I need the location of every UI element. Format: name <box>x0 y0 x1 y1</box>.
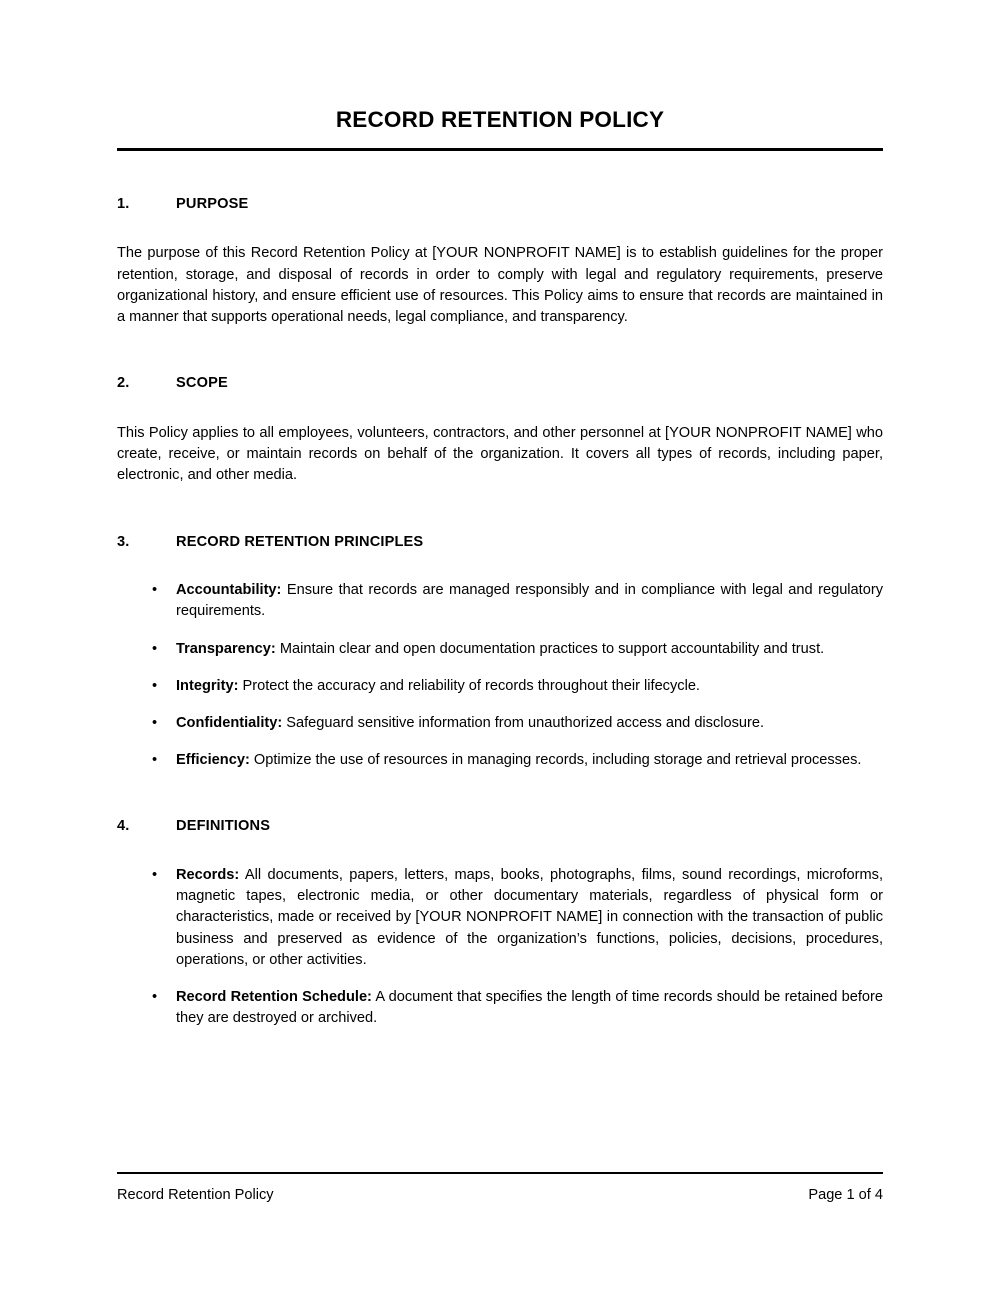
list-item-term: Transparency: <box>176 640 276 657</box>
section-number: 3. <box>117 533 130 550</box>
section-heading-record-retention-principles <box>117 533 883 552</box>
bullet-icon: • <box>152 677 158 694</box>
page-title: RECORD RETENTION POLICY <box>335 107 665 132</box>
section-paragraph: This Policy applies to all employees, volunteers, contractors, and other personnel at [YOUR NONPROFIT NAME] who create, receive, or maintain records on behalf of the organization. It covers all types of records, including paper, electronic, and other media. <box>117 424 883 484</box>
section-definitions <box>117 817 883 1029</box>
footer-divider <box>117 1172 883 1174</box>
bullet-icon: • <box>152 867 158 884</box>
section-purpose <box>117 195 883 328</box>
footer-page-number: Page 1 of 4 <box>808 1187 883 1203</box>
section-scope <box>117 374 883 486</box>
list-item <box>117 639 883 660</box>
list-item <box>117 987 883 1029</box>
list-item <box>117 676 883 697</box>
list-item-term: Confidentiality: <box>176 715 283 731</box>
section-number: 4. <box>117 818 130 835</box>
section-label: PURPOSE <box>176 195 249 212</box>
list-item-text: All documents, papers, letters, maps, books, photographs, films, sound recordings, microforms, magnetic tapes, electronic media, or other documentary materials, regardless of physical form or characteristics, made or received by [YOUR NONPROFIT NAME] in connection with the transaction of public business and preserved as evidence of the organization’s functions, policies, decisions, procedures, operations, or other activities. <box>176 867 883 968</box>
definitions-list <box>117 865 883 1029</box>
list-item <box>117 580 883 622</box>
bullet-icon: • <box>152 582 158 599</box>
section-label: DEFINITIONS <box>176 818 271 835</box>
bullet-icon: • <box>152 752 158 769</box>
list-item-text: Ensure that records are managed responsibly and in compliance with legal and regulatory requirements. <box>176 582 883 620</box>
document-content <box>117 0 883 1030</box>
section-number: 1. <box>117 195 130 212</box>
principles-list <box>117 580 883 771</box>
list-item-text: A document that specifies the length of time records should be retained before they are destroyed or archived. <box>176 989 883 1027</box>
list-item-term: Integrity: <box>176 677 239 694</box>
list-item <box>117 713 883 734</box>
list-item <box>117 750 883 771</box>
list-item-text: Maintain clear and open documentation practices to support accountability and trust. <box>275 640 825 657</box>
page-footer <box>117 1172 883 1205</box>
list-item-term: Records: <box>176 867 240 884</box>
section-heading-scope <box>117 374 883 393</box>
list-item-text: Safeguard sensitive information from unauthorized access and disclosure. <box>282 715 765 731</box>
list-item-term: Record Retention Schedule: <box>176 989 372 1006</box>
list-item-term: Efficiency: <box>176 752 250 769</box>
section-paragraph: The purpose of this Record Retention Policy at [YOUR NONPROFIT NAME] is to establish guidelines for the proper retention, storage, and disposal of records in order to comply with legal and regulatory requirements, preserve organizational history, and ensure efficient use of resources. This Policy aims to ensure that records are maintained in a manner that supports operational needs, legal compliance, and transparency. <box>117 245 883 326</box>
section-heading-purpose <box>117 195 883 214</box>
list-item-text: Protect the accuracy and reliability of records throughout their lifecycle. <box>238 677 700 694</box>
footer-document-name: Record Retention Policy <box>117 1187 274 1203</box>
list-item <box>117 865 883 971</box>
section-heading-definitions <box>117 817 883 836</box>
section-label: RECORD RETENTION PRINCIPLES <box>176 533 424 550</box>
title-divider <box>117 148 883 151</box>
section-record-retention-principles <box>117 533 883 772</box>
footer-row <box>117 1187 883 1205</box>
bullet-icon: • <box>152 640 158 657</box>
bullet-icon: • <box>152 715 158 731</box>
list-item-text: Optimize the use of resources in managing records, including storage and retrieval processes. <box>249 752 862 769</box>
section-number: 2. <box>117 375 130 392</box>
list-item-term: Accountability: <box>176 582 282 599</box>
section-label: SCOPE <box>176 375 228 392</box>
bullet-icon: • <box>152 989 158 1006</box>
